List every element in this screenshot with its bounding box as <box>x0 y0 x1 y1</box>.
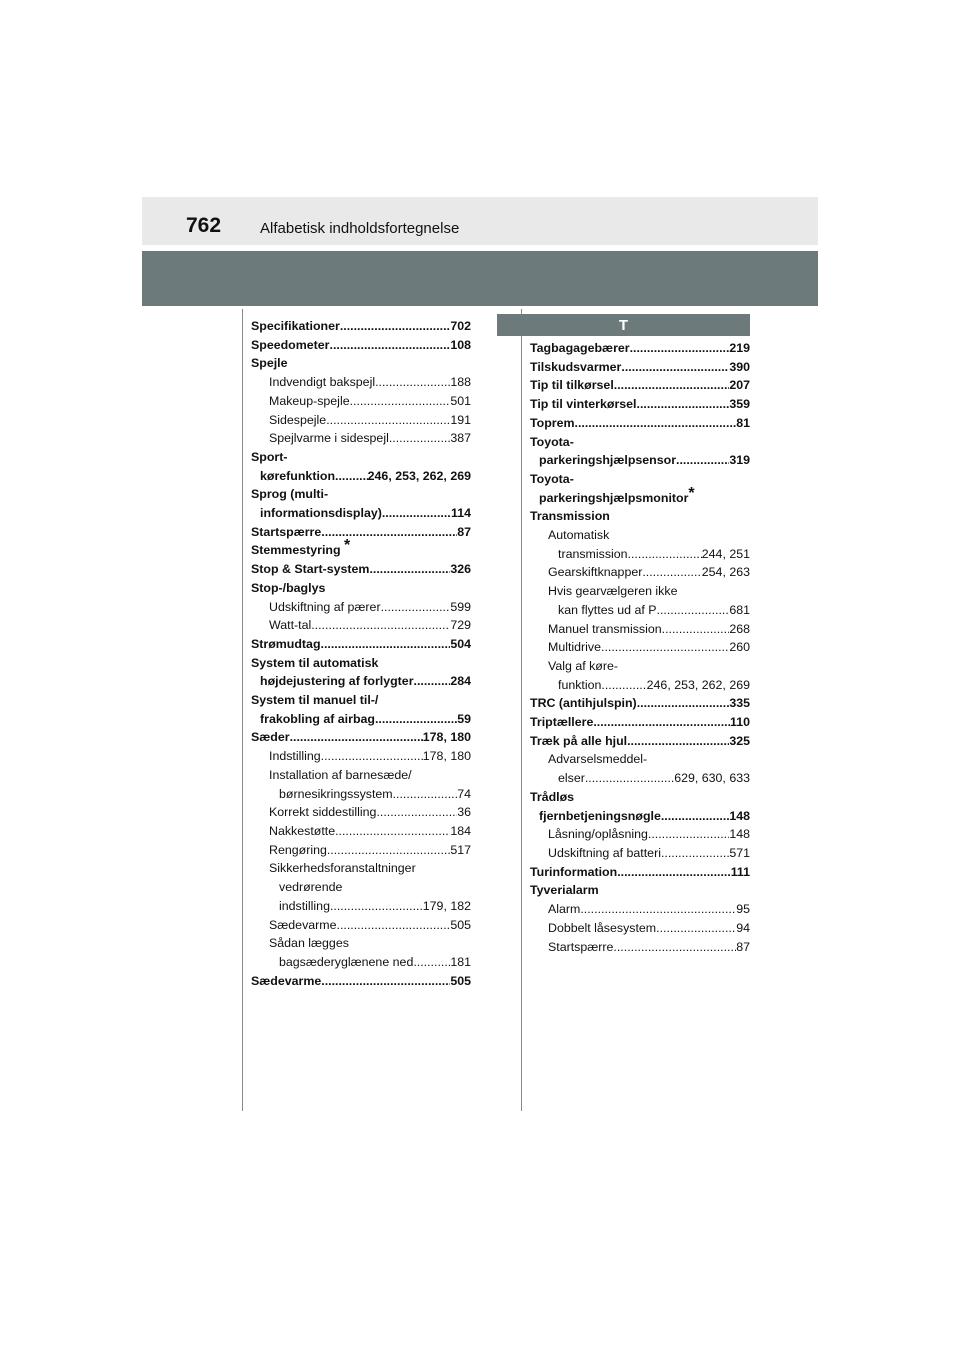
index-subentry: Udskiftning af pærer ..... 599 <box>251 598 471 617</box>
index-entry: Toprem ..... 81 <box>530 414 750 433</box>
index-entry: Stop-/baglys <box>251 580 326 595</box>
index-column-left <box>251 317 471 990</box>
index-subentry: Udskiftning af batteri ..... 571 <box>530 844 750 863</box>
index-entry-cont: fjernbetjeningsnøgle ..... 148 <box>530 807 750 826</box>
index-entry: Strømudtag ..... 504 <box>251 635 471 654</box>
index-entry-cont: parkeringshjælpsensor ..... 319 <box>530 451 750 470</box>
index-entry: Turinformation ..... 111 <box>530 863 750 882</box>
index-subentry: Automatisk <box>548 528 610 543</box>
index-subentry: Gearskiftknapper ..... 254, 263 <box>530 563 750 582</box>
index-entry: Toyota- <box>530 471 574 486</box>
index-entry: Tyverialarm <box>530 883 599 898</box>
index-subentry: Installation af barnesæde/ <box>269 767 412 782</box>
asterisk-marker: * <box>343 537 351 555</box>
index-subentry: Manuel transmission ..... 268 <box>530 620 750 639</box>
asterisk-marker: * <box>688 484 695 502</box>
index-entry: Tip til tilkørsel ..... 207 <box>530 376 750 395</box>
index-subentry-cont: funktion ..... 246, 253, 262, 269 <box>530 676 750 695</box>
index-entry: Tilskudsvarmer ..... 390 <box>530 358 750 377</box>
index-entry: Sædevarme ..... 505 <box>251 972 471 991</box>
index-subentry: Korrekt siddestilling ..... 36 <box>251 803 471 822</box>
index-entry: Specifikationer ..... 702 <box>251 317 471 336</box>
index-subentry: Advarselsmeddel- <box>548 752 648 767</box>
index-subentry: Sædevarme ..... 505 <box>251 916 471 935</box>
index-entry-cont: informationsdisplay) ..... 114 <box>251 504 471 523</box>
index-subentry: Startspærre ..... 87 <box>530 938 750 957</box>
page-number: 762 <box>186 214 222 237</box>
index-subentry-cont: kan flyttes ud af P ..... 681 <box>530 601 750 620</box>
index-subentry: Indvendigt bakspejl ..... 188 <box>251 373 471 392</box>
index-entry: Transmission <box>530 509 610 524</box>
index-entry: TRC (antihjulspin) ..... 335 <box>530 694 750 713</box>
index-subentry: Låsning/oplåsning ..... 148 <box>530 825 750 844</box>
index-entry-cont: parkeringshjælpsmonitor* <box>539 484 695 505</box>
index-subentry-cont: elser ..... 629, 630, 633 <box>530 769 750 788</box>
index-entry: Sport- <box>251 449 288 464</box>
header-band <box>142 251 818 306</box>
index-subentry: Valg af køre- <box>548 658 619 673</box>
section-title: Alfabetisk indholdsfortegnelse <box>260 220 460 237</box>
page-header <box>142 197 818 245</box>
index-subentry: Sikkerhedsforanstaltninger <box>269 861 416 876</box>
index-subentry: Spejlvarme i sidespejl ..... 387 <box>251 429 471 448</box>
index-entry: Speedometer ..... 108 <box>251 336 471 355</box>
index-entry: Tip til vinterkørsel ..... 359 <box>530 395 750 414</box>
right-column-rule <box>521 309 522 1111</box>
index-entry: Stemmestyring * <box>251 537 351 558</box>
index-subentry: Indstilling ..... 178, 180 <box>251 747 471 766</box>
index-entry: Toyota- <box>530 434 574 449</box>
index-entry: Trådløs <box>530 789 575 804</box>
index-entry: Stop & Start-system ..... 326 <box>251 560 471 579</box>
index-subentry-cont: indstilling ..... 179, 182 <box>251 897 471 916</box>
left-column-rule <box>242 309 243 1111</box>
index-entry: Spejle <box>251 356 288 371</box>
letter-section-header: T <box>497 314 750 336</box>
index-subentry: Nakkestøtte ..... 184 <box>251 822 471 841</box>
index-subentry: Watt-tal ..... 729 <box>251 616 471 635</box>
index-entry: Sæder ..... 178, 180 <box>251 728 471 747</box>
index-entry: System til automatisk <box>251 655 379 670</box>
index-subentry: Sidespejle ..... 191 <box>251 411 471 430</box>
index-entry: System til manuel til-/ <box>251 693 379 708</box>
index-subentry-cont: transmission ..... 244, 251 <box>530 545 750 564</box>
index-subentry-cont: børnesikringssystem ..... 74 <box>251 785 471 804</box>
index-subentry: Multidrive ..... 260 <box>530 638 750 657</box>
index-subentry: Rengøring ..... 517 <box>251 841 471 860</box>
index-entry: Tagbagagebærer ..... 219 <box>530 339 750 358</box>
index-subentry-cont: vedrørende <box>279 880 343 895</box>
index-subentry-cont: bagsæderyglænene ned ..... 181 <box>251 953 471 972</box>
index-subentry: Sådan lægges <box>269 936 349 951</box>
index-entry-cont: kørefunktion ..... 246, 253, 262, 269 <box>251 467 471 486</box>
index-entry: Startspærre ..... 87 <box>251 523 471 542</box>
index-entry-cont: frakobling af airbag ..... 59 <box>251 710 471 729</box>
index-subentry: Makeup-spejle ..... 501 <box>251 392 471 411</box>
index-subentry: Dobbelt låsesystem ..... 94 <box>530 919 750 938</box>
index-entry-cont: højdejustering af forlygter ..... 284 <box>251 672 471 691</box>
index-entry: Triptællere ..... 110 <box>530 713 750 732</box>
index-subentry: Hvis gearvælgeren ikke <box>548 584 678 599</box>
index-subentry: Alarm ..... 95 <box>530 900 750 919</box>
index-entry: Sprog (multi- <box>251 487 329 502</box>
index-column-right <box>530 339 750 956</box>
index-entry: Træk på alle hjul ..... 325 <box>530 732 750 751</box>
